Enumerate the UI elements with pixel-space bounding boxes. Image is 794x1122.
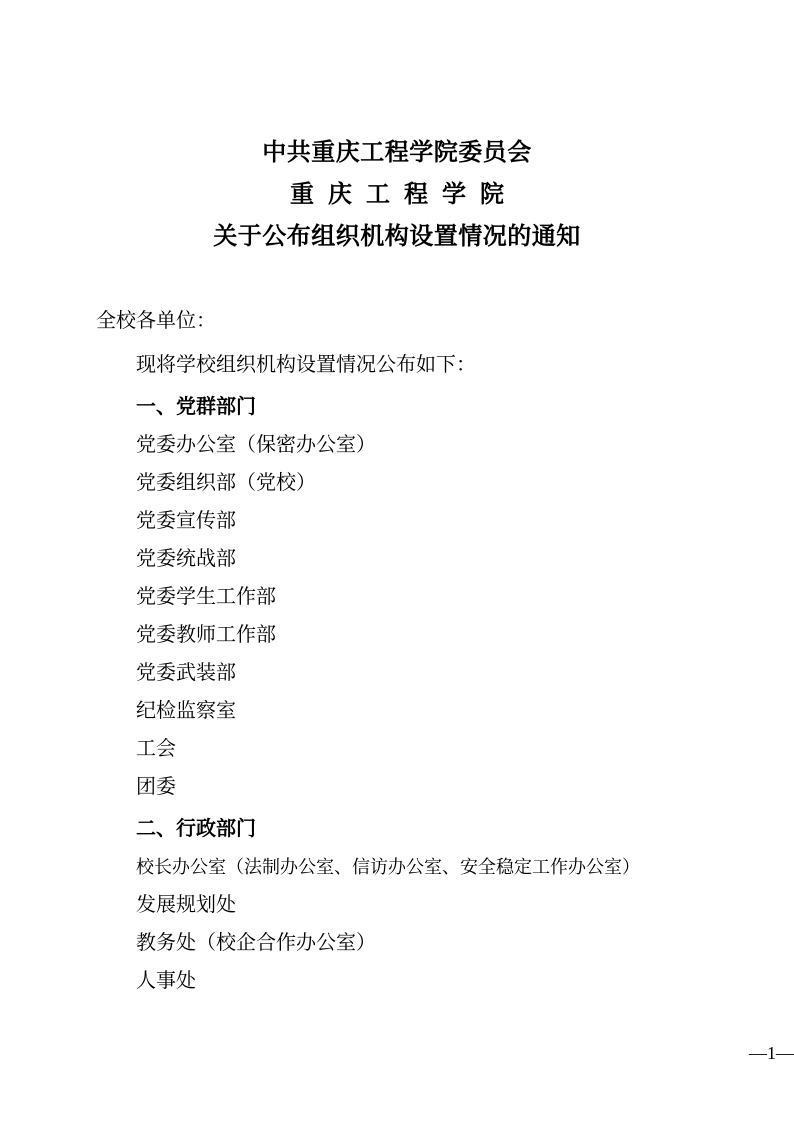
- list-item: 党委办公室（保密办公室）: [136, 434, 376, 456]
- list-item: 教务处（校企合作办公室）: [136, 932, 376, 954]
- list-item: 发展规划处: [136, 894, 236, 916]
- list-item: 纪检监察室: [136, 700, 236, 722]
- title-line-1: 中共重庆工程学院委员会: [262, 140, 532, 166]
- section-heading-party: 一、党群部门: [136, 396, 256, 418]
- list-item: 团委: [136, 776, 176, 798]
- salutation: 全校各单位：: [96, 310, 216, 332]
- page-number: —1—: [749, 1043, 794, 1063]
- list-item: 党委组织部（党校）: [136, 472, 316, 494]
- list-item: 人事处: [136, 970, 196, 992]
- intro-paragraph: 现将学校组织机构设置情况公布如下：: [136, 354, 476, 376]
- list-item: 工会: [136, 738, 176, 760]
- title-line-2: 重庆工程学院: [290, 182, 518, 208]
- list-item: 党委统战部: [136, 548, 236, 570]
- list-item: 党委教师工作部: [136, 624, 276, 646]
- list-item: 党委武装部: [136, 662, 236, 684]
- document-title-block: [96, 132, 698, 258]
- list-item: 党委学生工作部: [136, 586, 276, 608]
- list-item: 校长办公室（法制办公室、信访办公室、安全稳定工作办公室）: [136, 857, 640, 877]
- section-heading-admin: 二、行政部门: [136, 818, 256, 840]
- list-item: 党委宣传部: [136, 510, 236, 532]
- document-content: [96, 0, 698, 1122]
- title-line-3: 关于公布组织机构设置情况的通知: [213, 224, 581, 250]
